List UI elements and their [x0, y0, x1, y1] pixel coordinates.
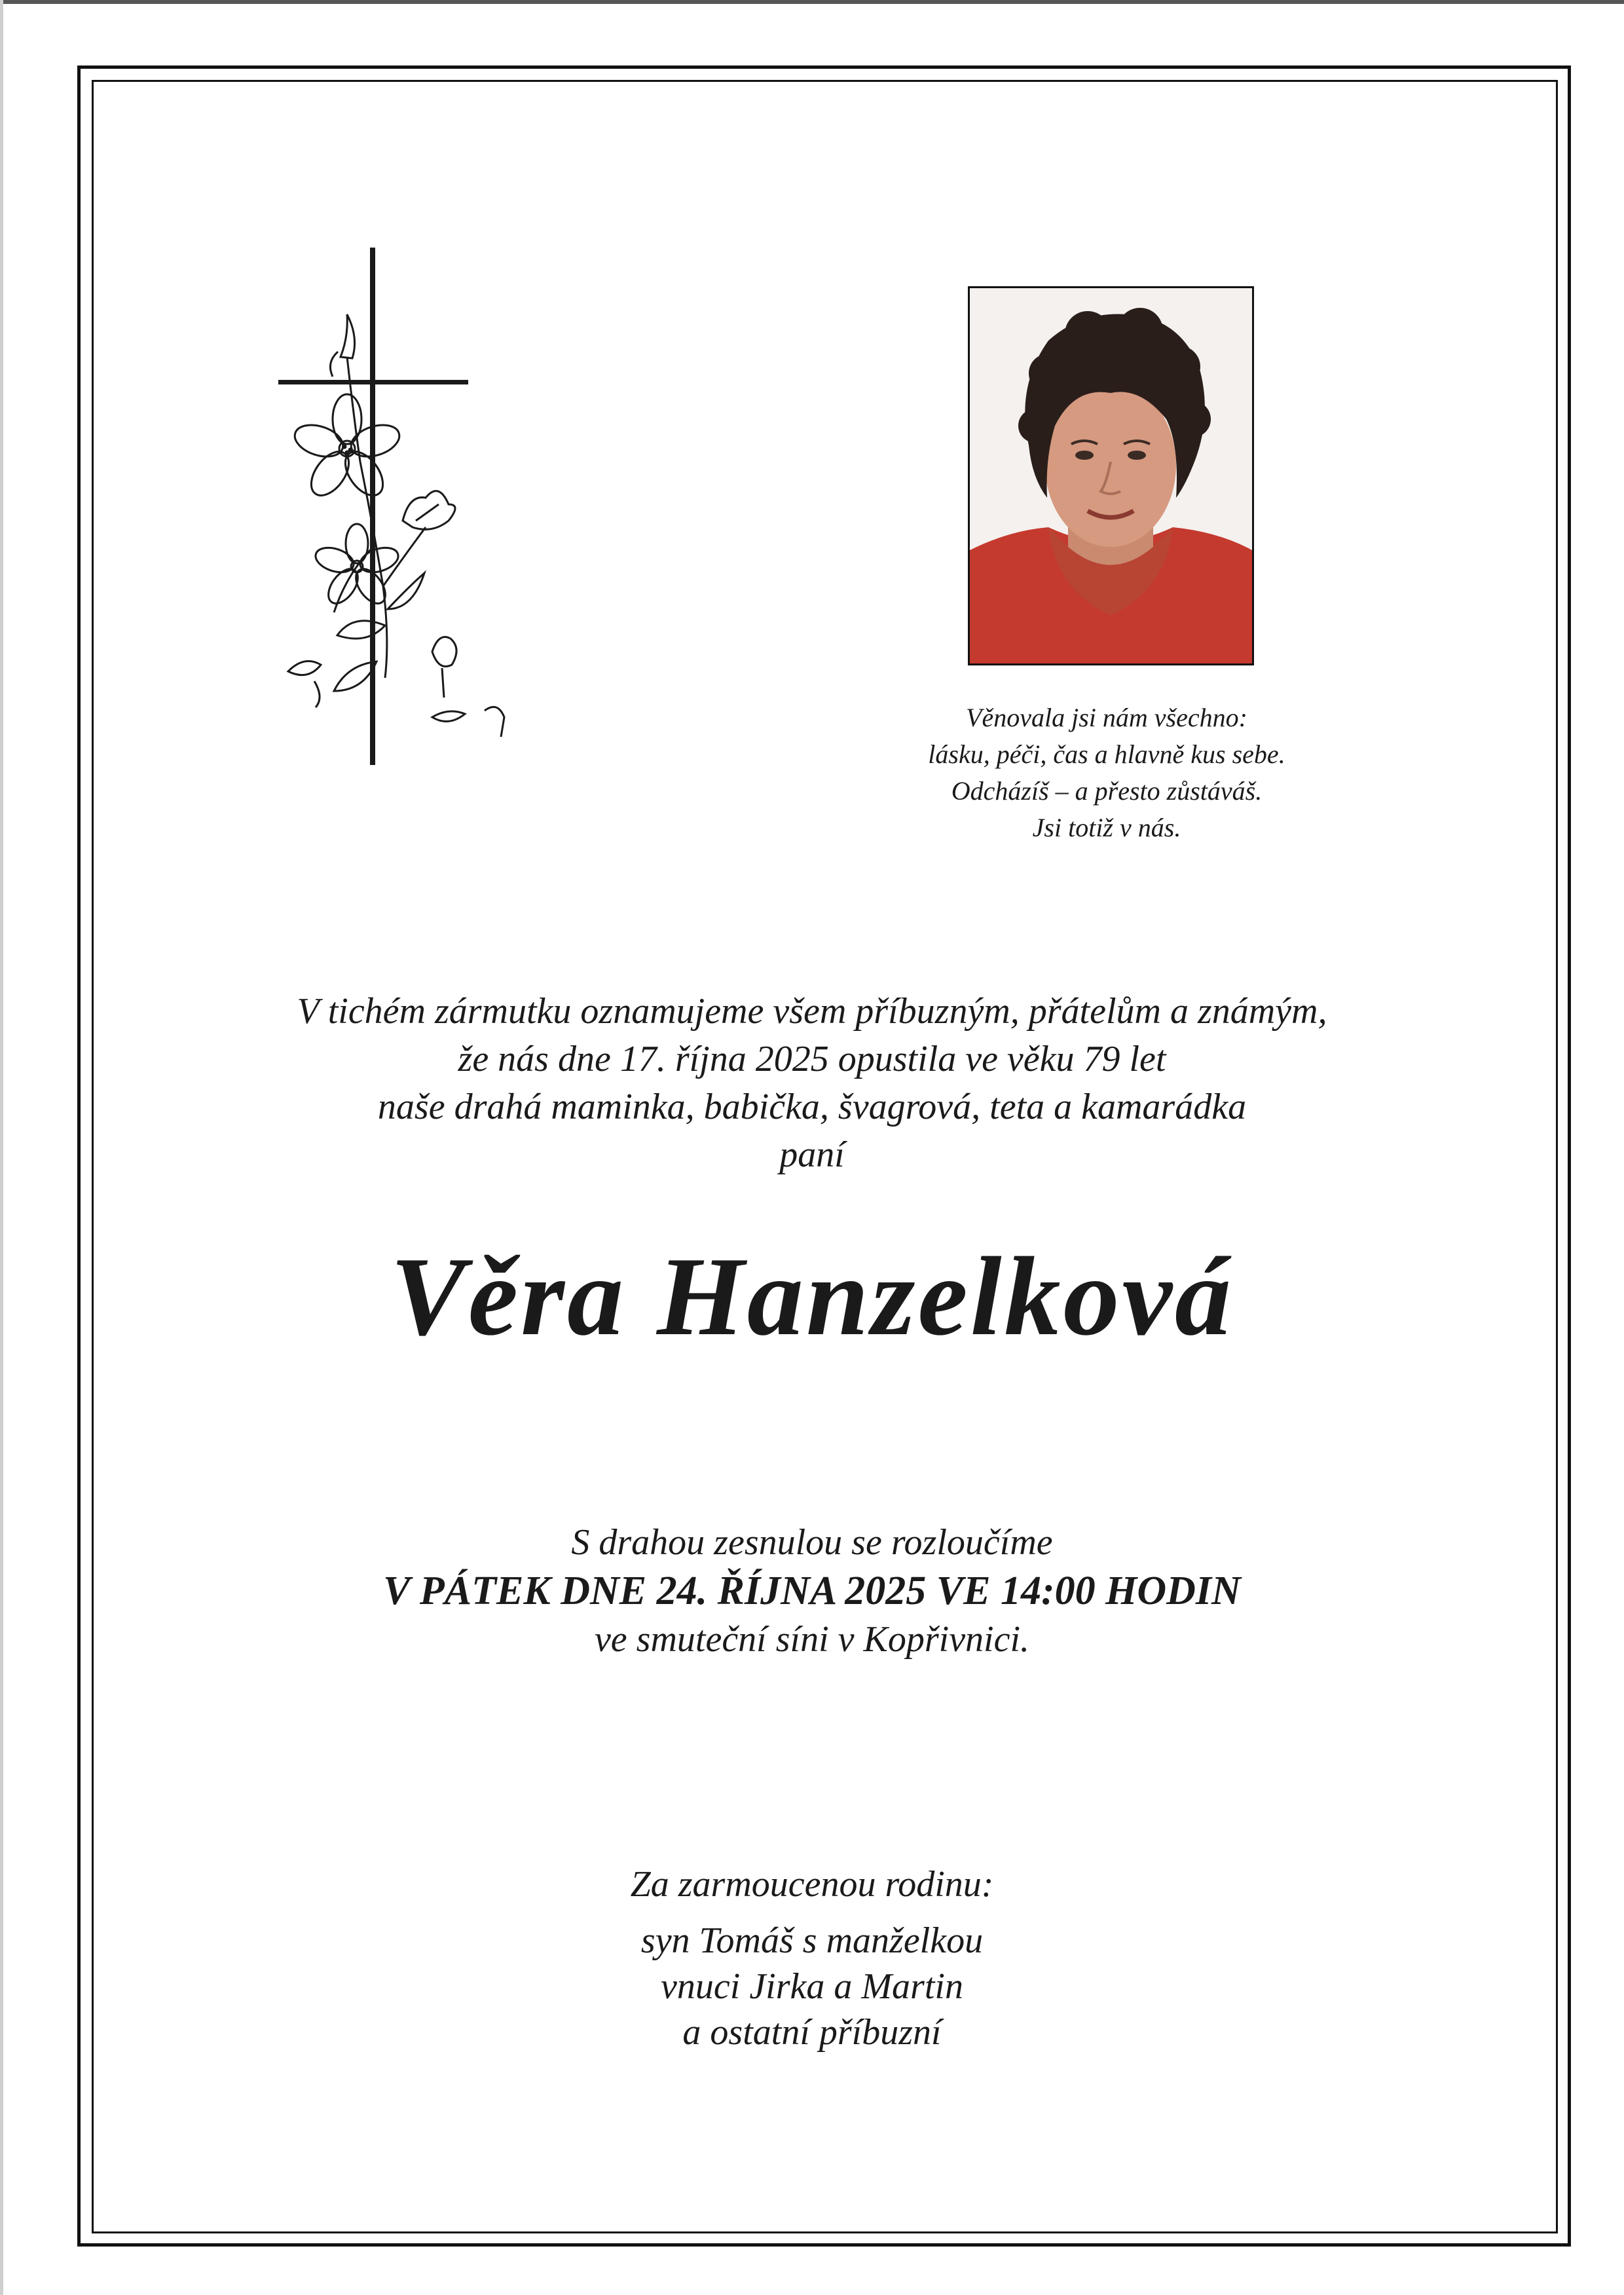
poem-line: Věnovala jsi nám všechno: [966, 703, 1247, 732]
family-member: vnuci Jirka a Martin [661, 1966, 963, 2007]
cross-with-flowers-icon [275, 246, 537, 770]
family-heading: Za zarmoucenou rodinu: [630, 1864, 994, 1905]
scan-edge [0, 0, 3, 2295]
poem-line: lásku, péči, čas a hlavně kus sebe. [928, 739, 1285, 769]
ceremony-place: ve smuteční síni v Kopřivnici. [594, 1619, 1030, 1660]
ceremony-intro: S drahou zesnulou se rozloučíme [571, 1522, 1053, 1563]
announcement-line: V tichém zármutku oznamujeme všem příbuzným, přátelům a známým, [297, 991, 1327, 1032]
poem-line: Jsi totiž v nás. [1032, 813, 1181, 842]
announcement-line: naše drahá maminka, babička, švagrová, teta a kamarádka [377, 1087, 1247, 1127]
deceased-name: Věra Hanzelková [390, 1235, 1234, 1359]
portrait-photo [968, 286, 1254, 665]
family-member: a ostatní příbuzní [682, 2012, 942, 2053]
poem-line: Odcházíš – a přesto zůstáváš. [951, 776, 1263, 806]
poem-verse [838, 700, 1375, 846]
announcement-line: paní [779, 1134, 845, 1175]
funeral-ceremony-info [157, 1518, 1467, 1664]
family-signature [157, 1861, 1467, 2055]
death-announcement [157, 988, 1467, 1179]
scan-edge [0, 0, 1624, 4]
family-member: syn Tomáš s manželkou [640, 1920, 984, 1961]
ceremony-datetime: V PÁTEK DNE 24. ŘÍJNA 2025 VE 14:00 HODIN [383, 1569, 1241, 1613]
announcement-line: že nás dne 17. října 2025 opustila ve věku 79 let [458, 1039, 1166, 1079]
